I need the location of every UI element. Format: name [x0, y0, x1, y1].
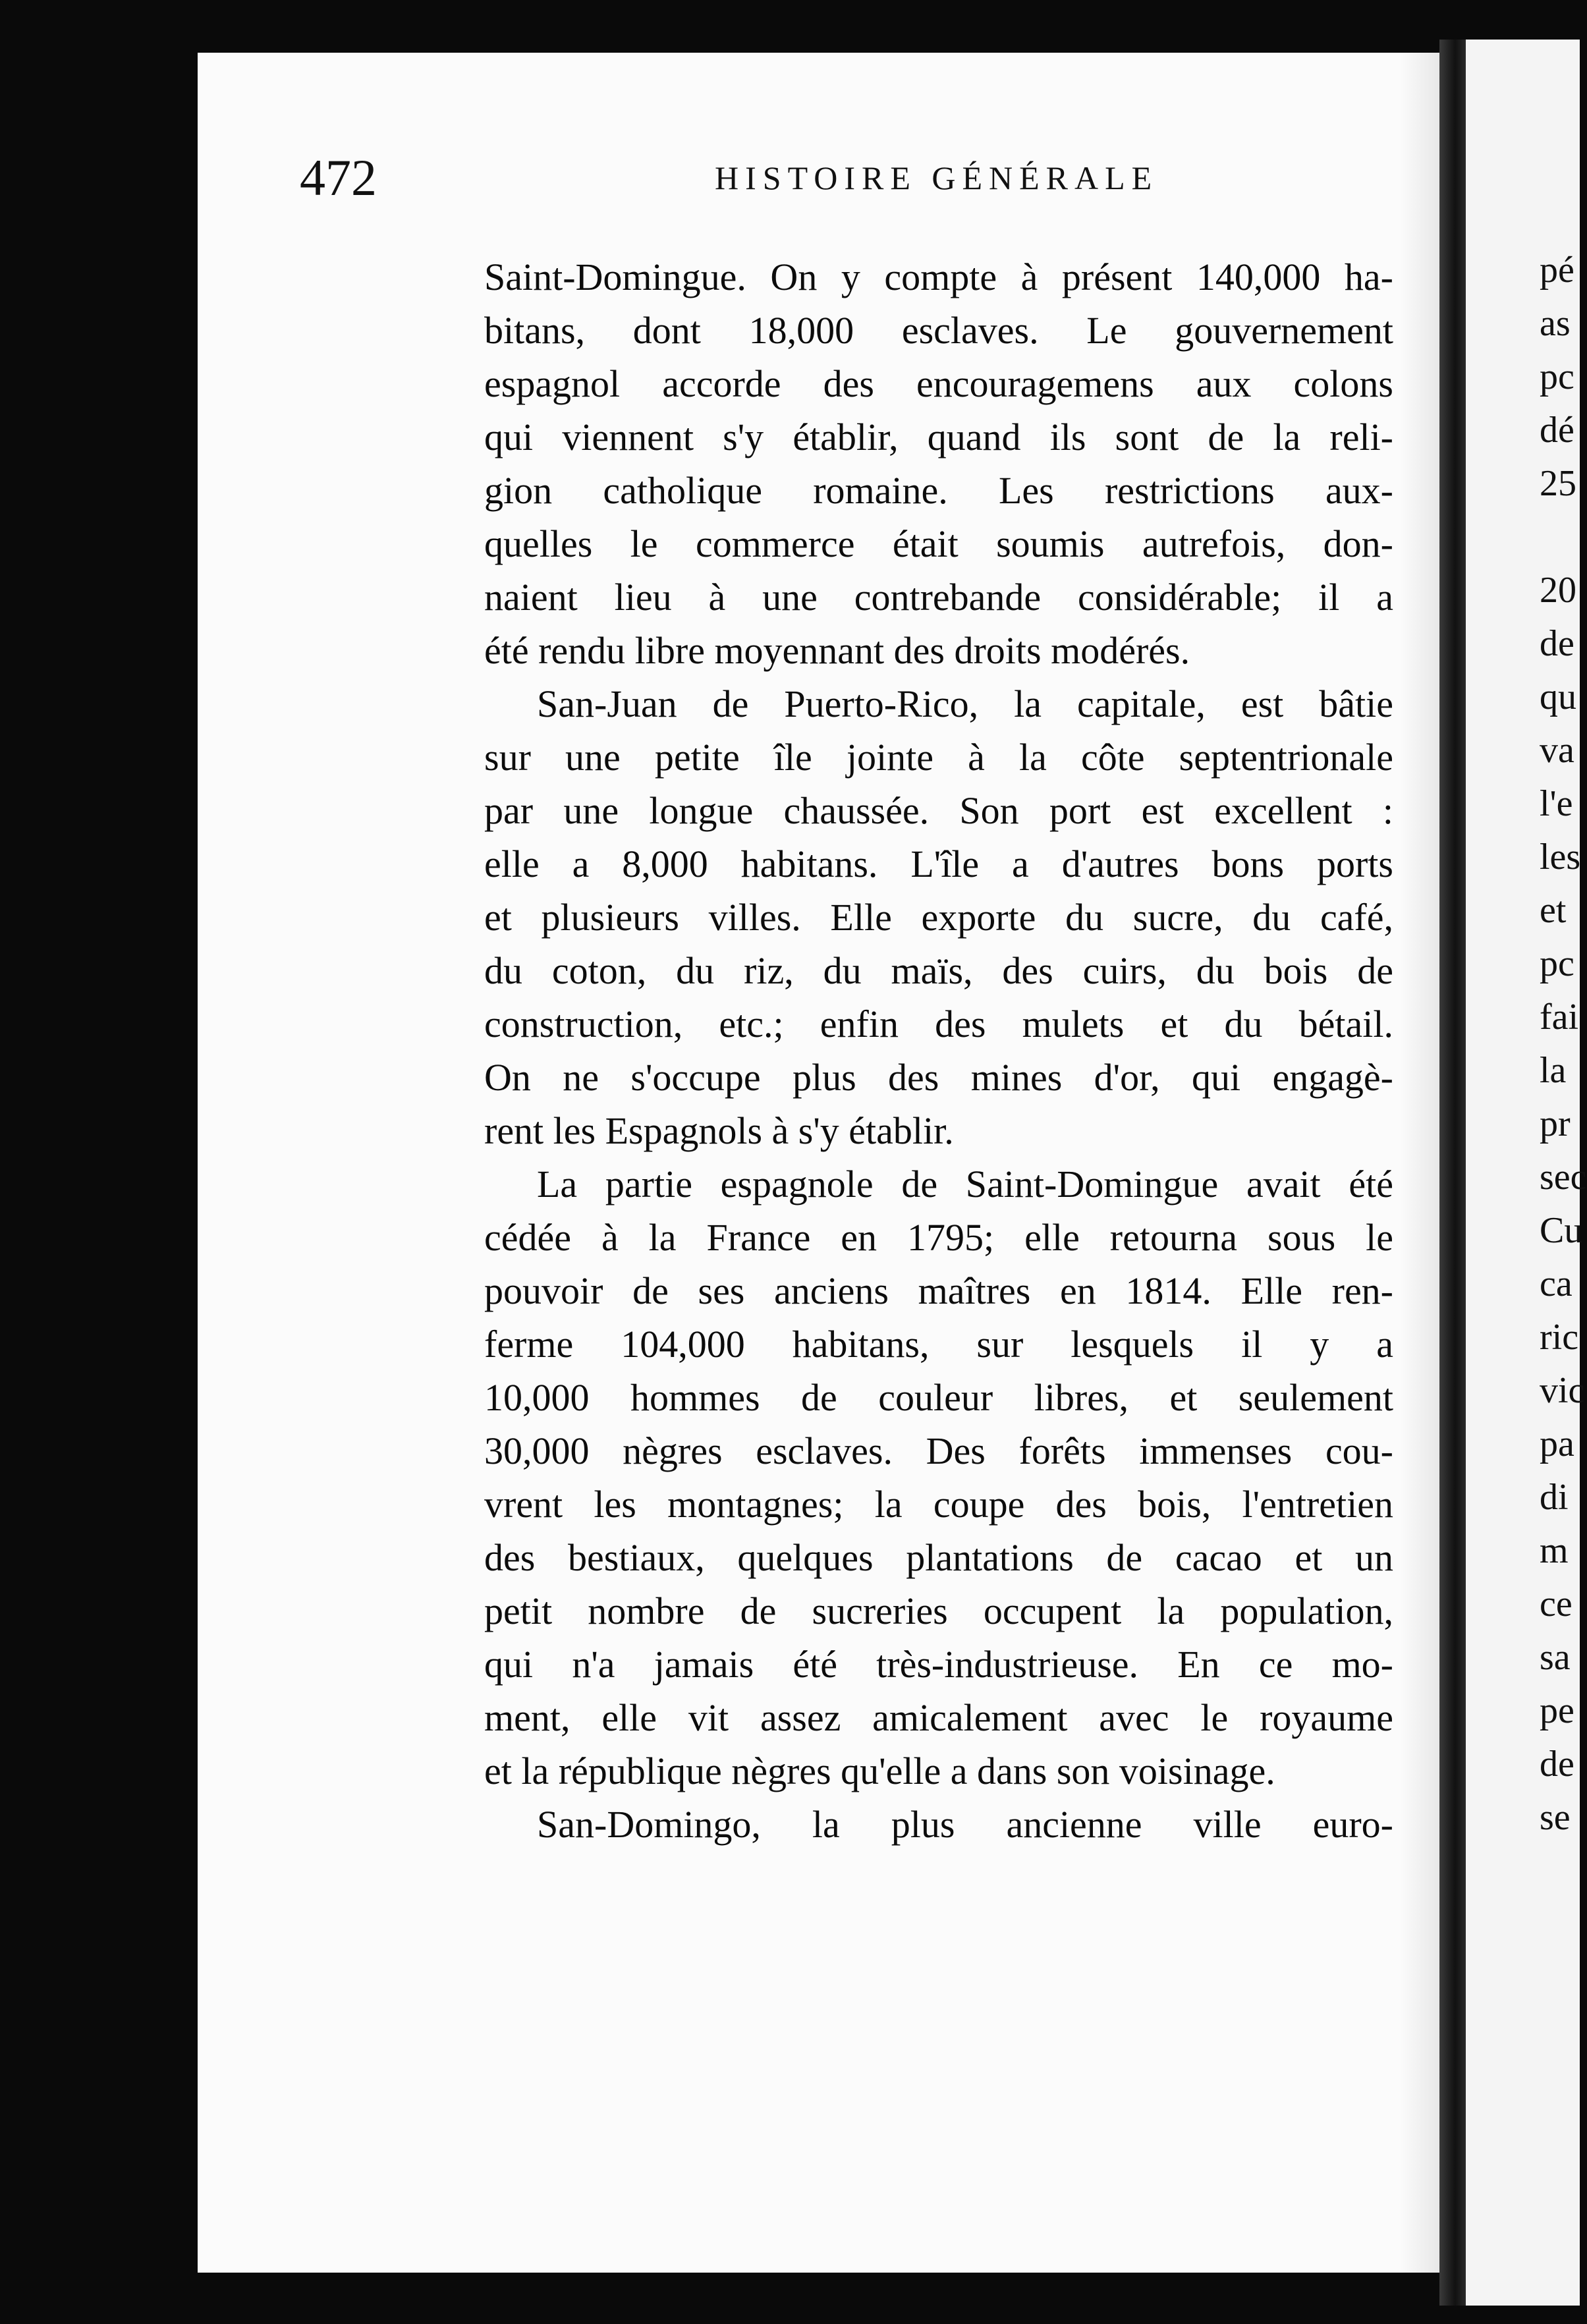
text-line: sur une petite île jointe à la côte septentrionale: [484, 736, 1393, 779]
text-line: et plusieurs villes. Elle exporte du sucre, du café,: [484, 896, 1393, 939]
text-line: ment, elle vit assez amicalement avec le royaume: [484, 1696, 1393, 1739]
text-line: petit nombre de sucreries occupent la population,: [484, 1590, 1393, 1632]
text-line: quelles le commerce était soumis autrefois, don-: [484, 522, 1393, 565]
page-number: 472: [300, 149, 377, 206]
facing-page-fragment: pr: [1540, 1103, 1571, 1144]
text-line: construction, etc.; enfin des mulets et du bétail.: [484, 1003, 1393, 1045]
facing-page: [1466, 40, 1587, 2306]
facing-page-fragment: de: [1540, 623, 1574, 664]
text-line: 30,000 nègres esclaves. Des forêts immenses cou-: [484, 1429, 1393, 1472]
facing-page-fragment: ca: [1540, 1263, 1573, 1304]
facing-page-fragment: ce: [1540, 1584, 1573, 1624]
facing-page-fragment: vic: [1540, 1370, 1585, 1411]
text-line: qui viennent s'y établir, quand ils sont de la reli-: [484, 416, 1393, 458]
facing-page-fragment: sec: [1540, 1157, 1587, 1198]
facing-page-fragment: pé: [1540, 250, 1574, 290]
facing-page-fragment: 25: [1540, 463, 1576, 504]
text-line: On ne s'occupe plus des mines d'or, qui engagè-: [484, 1056, 1393, 1099]
body-text: [484, 250, 1393, 1851]
text-line: 10,000 hommes de couleur libres, et seulement: [484, 1376, 1393, 1419]
facing-page-fragment: de: [1540, 1744, 1574, 1784]
facing-page-fragment: dé: [1540, 410, 1574, 451]
facing-page-fragment: as: [1540, 303, 1571, 344]
text-line: cédée à la France en 1795; elle retourna sous le: [484, 1216, 1393, 1259]
text-line: San-Domingo, la plus ancienne ville euro-: [537, 1803, 1393, 1846]
facing-page-fragment: la: [1540, 1050, 1567, 1091]
running-head: [300, 148, 1278, 208]
text-line: été rendu libre moyennant des droits modérés.: [484, 629, 1190, 672]
text-line: du coton, du riz, du maïs, des cuirs, du bois de: [484, 949, 1393, 992]
facing-page-fragment: les: [1540, 837, 1581, 877]
text-line: vrent les montagnes; la coupe des bois, l'entretien: [484, 1483, 1393, 1526]
facing-page-fragment: ric: [1540, 1317, 1579, 1358]
facing-page-fragment: di: [1540, 1477, 1569, 1518]
text-line: bitans, dont 18,000 esclaves. Le gouvernement: [484, 309, 1393, 352]
facing-page-fragment: pc: [1540, 356, 1574, 397]
facing-page-fragment: se: [1540, 1797, 1571, 1838]
facing-page-fragment: qu: [1540, 677, 1576, 717]
facing-page-fragment: et: [1540, 890, 1567, 931]
text-line: San-Juan de Puerto-Rico, la capitale, est bâtie: [537, 682, 1393, 725]
facing-page-fragment: fai: [1540, 997, 1579, 1038]
facing-page-fragment: l'e: [1540, 783, 1573, 824]
text-line: espagnol accorde des encouragemens aux colons: [484, 362, 1393, 405]
text-line: ferme 104,000 habitans, sur lesquels il y a: [484, 1323, 1393, 1366]
facing-page-fragment: pe: [1540, 1690, 1574, 1731]
facing-page-fragment: pc: [1540, 943, 1574, 984]
text-line: La partie espagnole de Saint-Domingue avait été: [537, 1163, 1393, 1205]
text-line: gion catholique romaine. Les restrictions aux-: [484, 469, 1393, 512]
text-line: qui n'a jamais été très-industrieuse. En ce mo-: [484, 1643, 1393, 1686]
text-line: rent les Espagnols à s'y établir.: [484, 1109, 954, 1152]
running-title: HISTOIRE GÉNÉRALE: [715, 159, 1159, 196]
text-line: pouvoir de ses anciens maîtres en 1814. Elle ren-: [484, 1269, 1393, 1312]
facing-page-fragment: pa: [1540, 1424, 1574, 1464]
text-line: par une longue chaussée. Son port est excellent :: [484, 789, 1393, 832]
text-line: et la république nègres qu'elle a dans son voisinage.: [484, 1750, 1275, 1792]
facing-page-fragment: m: [1540, 1530, 1569, 1571]
text-line: elle a 8,000 habitans. L'île a d'autres bons ports: [484, 843, 1393, 885]
facing-page-fragment: 20: [1540, 570, 1576, 611]
text-line: naient lieu à une contrebande considérable; il a: [484, 576, 1393, 619]
text-line: des bestiaux, quelques plantations de cacao et un: [484, 1536, 1393, 1579]
facing-page-fragment: Cu: [1540, 1210, 1583, 1251]
text-line: Saint-Domingue. On y compte à présent 140,000 ha-: [484, 256, 1393, 298]
book-gutter: [1439, 40, 1466, 2306]
facing-page-fragment: va: [1540, 730, 1574, 771]
facing-page-fragment: sa: [1540, 1637, 1571, 1678]
